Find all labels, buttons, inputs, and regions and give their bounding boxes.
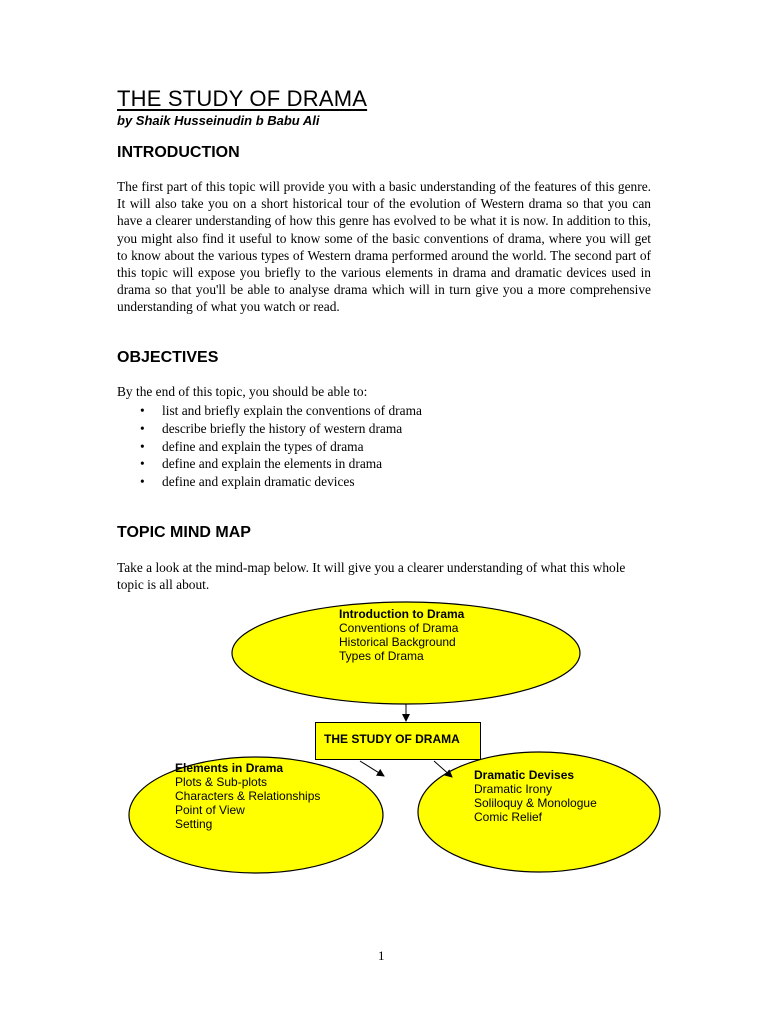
node-item: Comic Relief bbox=[474, 810, 543, 824]
node-item: Historical Background bbox=[339, 635, 456, 649]
node-item: Characters & Relationships bbox=[175, 789, 321, 803]
document-title: THE STUDY OF DRAMA bbox=[117, 86, 368, 111]
mind-map-center-node: THE STUDY OF DRAMA bbox=[315, 722, 481, 760]
page-number: 1 bbox=[378, 948, 385, 963]
node-heading: Elements in Drama bbox=[175, 761, 284, 775]
bullet-icon: • bbox=[140, 420, 145, 436]
list-item-text: describe briefly the history of western drama bbox=[162, 420, 403, 436]
bullet-icon: • bbox=[140, 474, 145, 490]
bullet-icon: • bbox=[140, 438, 145, 454]
bullet-icon: • bbox=[140, 403, 145, 418]
connector-center-to-left bbox=[360, 761, 384, 776]
list-item-text: define and explain the elements in drama bbox=[162, 456, 383, 472]
mind-map-heading: TOPIC MIND MAP bbox=[117, 524, 251, 541]
mind-map-paragraph: Take a look at the mind-map below. It will give you a clearer understanding of what this whole topic is all about. bbox=[117, 560, 626, 593]
objectives-intro: By the end of this topic, you should be able to: bbox=[117, 384, 368, 399]
list-item-text: define and explain dramatic devices bbox=[162, 474, 355, 490]
mind-map-node-introduction bbox=[339, 607, 464, 663]
node-heading: Introduction to Drama bbox=[339, 607, 465, 621]
node-item: Types of Drama bbox=[339, 649, 424, 663]
node-item: Conventions of Drama bbox=[339, 621, 459, 635]
list-item-text: list and briefly explain the conventions of drama bbox=[162, 403, 422, 418]
node-item: Plots & Sub-plots bbox=[175, 775, 268, 789]
node-item: Dramatic Irony bbox=[474, 782, 553, 796]
introduction-paragraph: The first part of this topic will provide you with a basic understanding of the features of this genre. It will also take you on a short historical tour of the evolution of Western drama so that you can have a clearer understanding of how this genre has evolved to be what it is now. In addition to this, you might also find it useful to know some of the basic conventions of drama, where you will get to know about the various types of Western drama performed around the world. The second part of this topic will expose you briefly to the various elements in drama and dramatic devices used in drama so that you'll be able to analyse drama which will in turn give you a more comprehensive understanding of what you watch or read. bbox=[117, 179, 651, 315]
author-byline: by Shaik Husseinudin b Babu Ali bbox=[117, 113, 320, 128]
list-item-text: define and explain the types of drama bbox=[162, 438, 364, 454]
node-item: Soliloquy & Monologue bbox=[474, 796, 597, 810]
introduction-heading: INTRODUCTION bbox=[117, 144, 240, 161]
node-heading: Dramatic Devises bbox=[474, 768, 575, 782]
mind-map-node-devices bbox=[474, 768, 597, 824]
bullet-icon: • bbox=[140, 456, 145, 472]
node-item: Setting bbox=[175, 817, 213, 831]
node-item: Point of View bbox=[175, 803, 245, 817]
mind-map-node-elements bbox=[175, 761, 320, 831]
connector-center-to-right bbox=[434, 761, 452, 777]
objectives-heading: OBJECTIVES bbox=[117, 349, 219, 366]
